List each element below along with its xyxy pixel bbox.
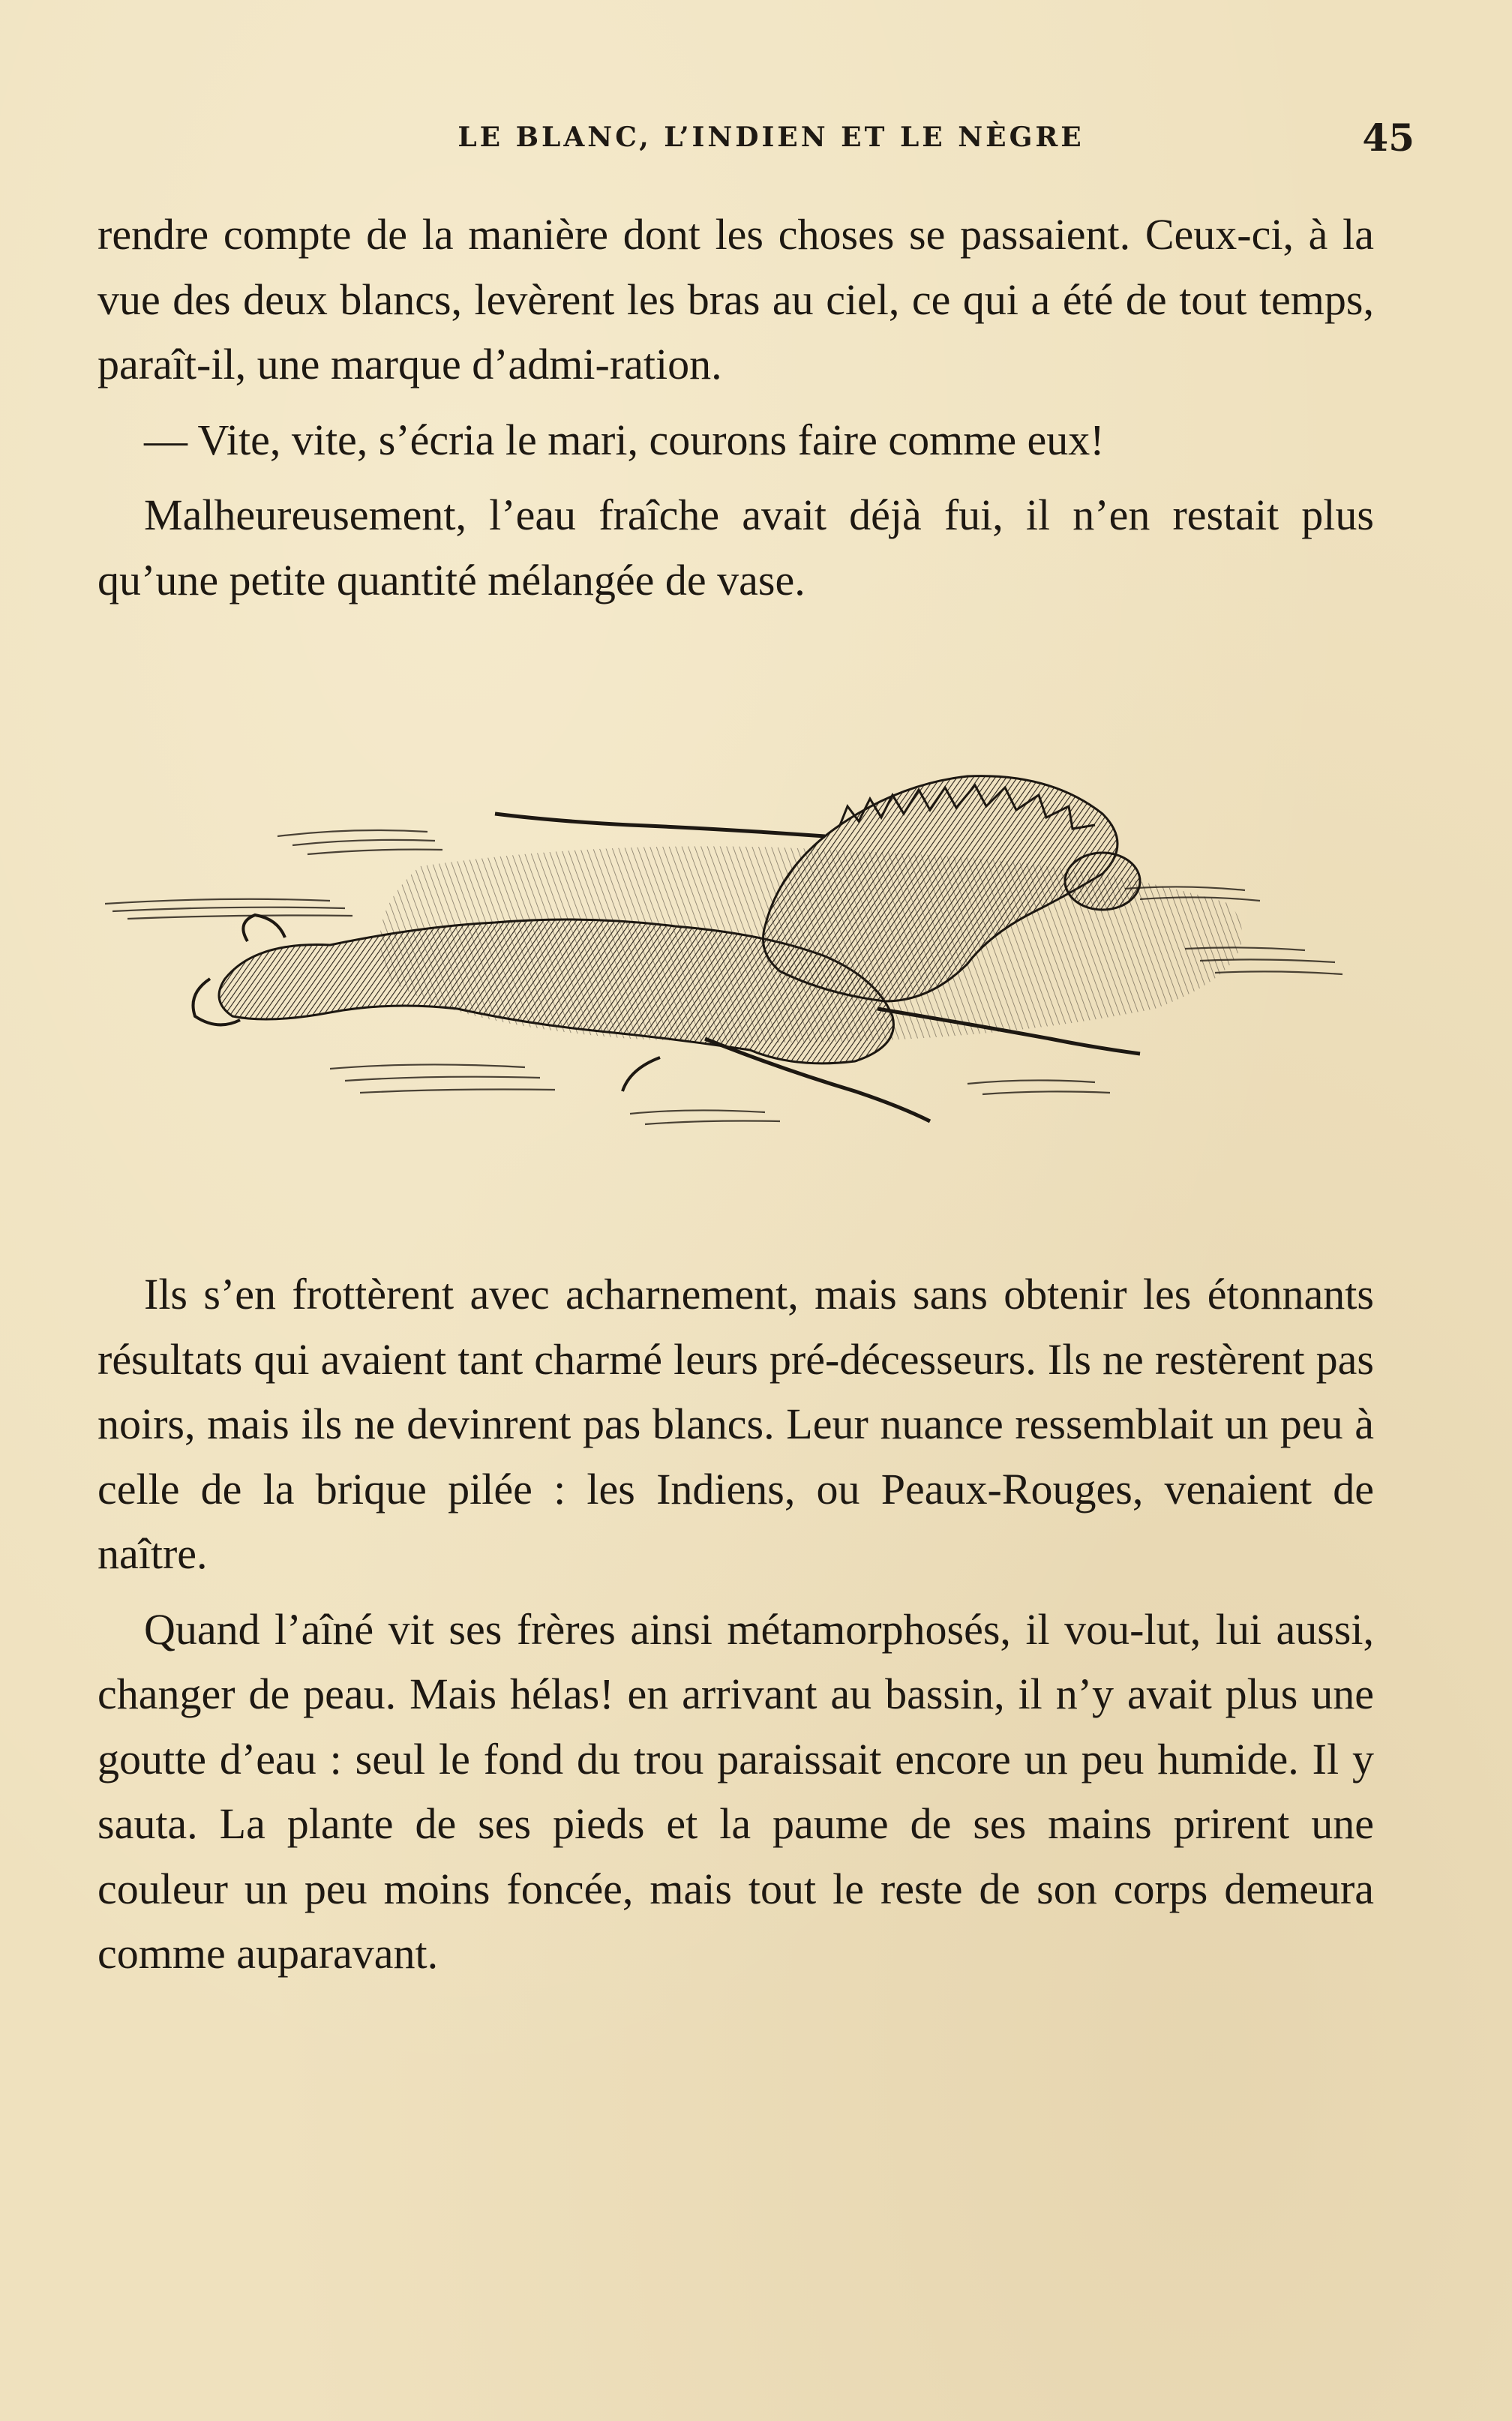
running-head xyxy=(98,112,1414,165)
text-block-bottom xyxy=(98,1262,1374,1987)
paragraph: Quand l’aîné vit ses frères ainsi métamorphosés, il vou-lut, lui aussi, changer de peau. Mais hélas! en arrivant au bassin, il n’y avait plus une goutte d’eau : seul le fond du trou paraissait encore un peu humide. Il y sauta. La plante de ses pieds et la paume de ses mains prirent une couleur un peu moins foncée, mais tout le reste de son corps demeura comme auparavant. xyxy=(98,1604,1374,1978)
page-number: 45 xyxy=(1362,116,1414,160)
running-title: LE BLANC, L’INDIEN ET LE NÈGRE xyxy=(458,122,1084,153)
paragraph-dialogue: — Vite, vite, s’écria le mari, courons faire comme eux! xyxy=(144,415,1105,464)
text-block-top xyxy=(98,202,1374,613)
paragraph: Ils s’en frottèrent avec acharnement, mais sans obtenir les étonnants résultats qui avaient tant charmé leurs pré-décesseurs. Ils ne restèrent pas noirs, mais ils ne devinrent pas blancs. Leur nuance ressemblait un peu à celle de la brique pilée : les Indiens, ou Peaux-Rouges, venaient de naître. xyxy=(98,1270,1374,1578)
engraving-illustration xyxy=(105,754,1350,1162)
paragraph: Malheureusement, l’eau fraîche avait déjà fui, il n’en restait plus qu’une petite quantité mélangée de vase. xyxy=(98,490,1374,604)
paragraph-continuation: rendre compte de la manière dont les choses se passaient. Ceux-ci, à la vue des deux blancs, levèrent les bras au ciel, ce qui a été de tout temps, paraît-il, une marque d’admi-ration. xyxy=(98,210,1374,388)
